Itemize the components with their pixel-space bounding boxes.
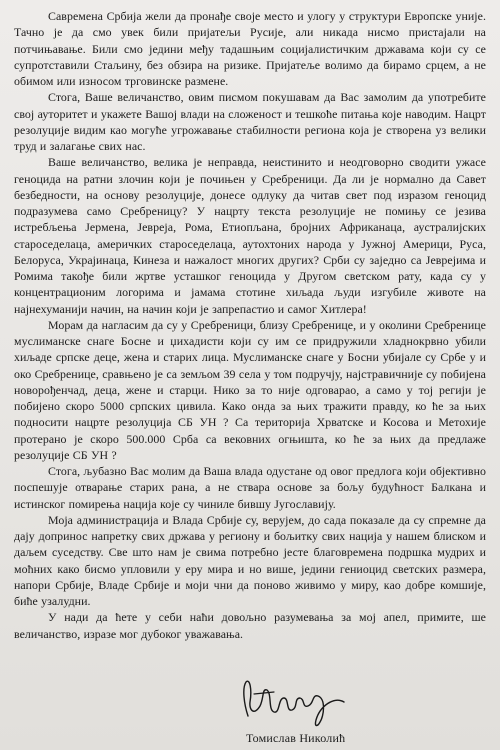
paragraph-eu-russia: Савремена Србија жели да пронађе своје место и улогу у структури Европске уније. Тачно је да смо увек били пријатељи Русије, али никада нисмо пристајали на потчињавање. Били смо једини међу тадашњим социјалистичким државама који су се супротставили Стаљину, без обзира на ризике. Пријатеље волимо да бирамо срцем, а не обимом или износом трговинске размене.	[14, 9, 486, 88]
signer-name: Томислав Николић	[246, 731, 346, 745]
handwritten-signature	[234, 676, 354, 731]
paragraph-srebrenica: Морам да нагласим да су у Сребреници, близу Сребренице, и у околини Сребренице муслиманске снаге Босне и џихадисти који су им се придружили хладнокрвно убили хиљаде српске деце, жена и старих лица. Муслиманске снаге у Босни убијале су Србе у и око Сребренице, сравњено је са земљом 39 села у том подручју, најстравичније су побијена новорођенчад, деца, жене и старци. Нико за то није одговарао, а само у тој регији је побијено скоро 5000 српских цивила. Како онда за њих тражити правду, ко ће за њих подносити нацрте резолуција СБ УН ? Са територија Хрватске и Косова и Метохије протерано је скоро 500.000 Срба са вековних огњишта, ко ће за њих да предлаже резолуције СБ УН ?	[14, 317, 486, 462]
paragraph-withdraw-proposal: Стога, љубазно Вас молим да Ваша влада одустане од овог предлога који објективно поспешује отварање старих рана, а не ствара основе за бољу будућност Балкана и истинског помирења нација које су чиниле бившу Југославију.	[14, 464, 486, 511]
paragraph-request: Стога, Ваше величанство, овим писмом покушавам да Вас замолим да употребите свој ауторитет и укажете Вашој влади на сложеност и тешкоће питања које наводим. Нацрт резолуције видим као могуће угрожавање стабилности региона која је створена уз велики труд и залагање свих нас.	[14, 90, 486, 153]
paragraph-closing: У нади да ћете у себи наћи довољно разумевања за мој апел, примите, ше величанство, изразе мог дубоког уважавања.	[14, 610, 486, 641]
paragraph-administration: Моја администрација и Влада Србије су, верујем, до сада показале да су спремне да дају допринос напретку свих држава у региону и бољитку свих нација у нашем блиском и даљем суседству. Све што нам је свима потребно јесте благовремена подршка мудрих и моћних како бисмо упловили у еру мира и но више, једини гениоцид светских размера, напори Србије, Владе Србије и моји чни да поново живимо у миру, као добре комшије, биће узалудни.	[14, 512, 486, 608]
paragraph-genocide: Ваше величанство, велика је неправда, неистинито и неодговорно сводити ужасе геноцида на ратни злочин који је почињен у Сребреници. Да ли је нормално да Савет безбедности, на основу резолуције, донесе одлуку да читав свет под изразом геноцид подразумева само Сребреницу? У нацрту текста резолуције не помињу се језива истребљења Јермена, Јевреја, Рома, Етиопљана, бројних Африканаца, аустралијских староседелаца, америчких староседелаца, аутохтоних народа у Јужној Америци, Руса, Белоруса, Украјинаца, Кинеза и нажалост многих других? Срби су заједно са Јеврејима и Ромима такође били жртве усташког геноцида у Другом светском рату, када су у концентрационим логорима и јамама стотине хиљада људи изгубиле животе на најнехуманији начин, на начин који је запрепастио и самог Хитлера!	[14, 155, 486, 316]
